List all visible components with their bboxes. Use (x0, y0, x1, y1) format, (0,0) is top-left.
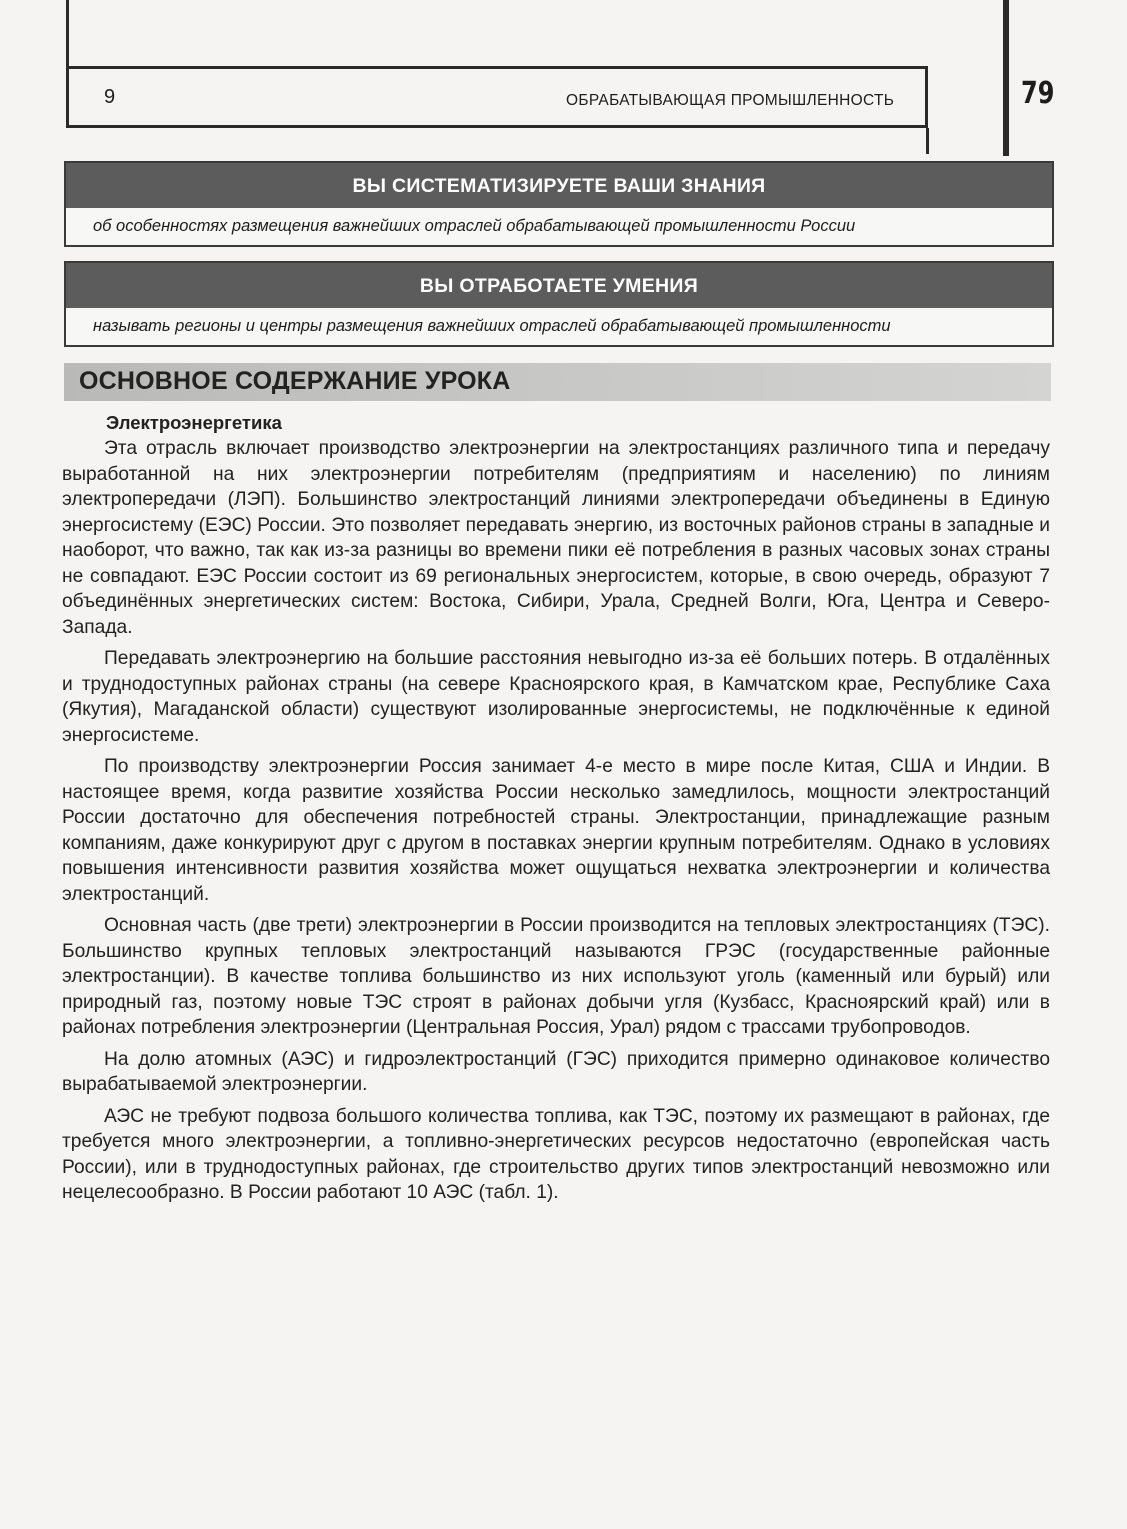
header-frame-tail (926, 128, 929, 154)
section-title: ОСНОВНОЕ СОДЕРЖАНИЕ УРОКА (79, 367, 511, 395)
page-edge-bar (1003, 0, 1009, 156)
objective-text: называть регионы и центры размещения важнейших отраслей обрабатывающей промышленности (66, 308, 1052, 345)
subheading: Электроэнергетика (106, 412, 282, 433)
paragraph: АЭС не требуют подвоза большого количества топлива, как ТЭС, поэтому их размещают в районах, где требуется много электроэнергии, а топливно-энергетических ресурсов недостаточно (европейская часть России), или в труднодоступных районах, где строительство других типов электростанций невозможно или нецелесообразно. В России работают 10 АЭС (табл. 1). (62, 1105, 1050, 1203)
objective-heading: ВЫ ОТРАБОТАЕТЕ УМЕНИЯ (66, 263, 1052, 308)
paragraph: По производству электроэнергии Россия занимает 4-е место в мире после Китая, США и Индии. В настоящее время, когда развитие хозяйства России несколько замедлилось, мощности электростанций России достаточно для обеспечения потребностей страны. Электростанции, принадлежащие разным компаниям, даже конкурируют друг с другом в поставках энергии крупным потребителям. Однако в условиях повышения интенсивности развития хозяйства может ощущаться нехватка электроэнергии и количества электростанций. (62, 756, 1050, 905)
paragraph: Основная часть (две трети) электроэнергии в России производится на тепловых электростанциях (ТЭС). Большинство крупных тепловых электростанций называются ГРЭС (государственные районные электростанции). В качестве топлива большинство из них используют уголь (каменный или бурый) или природный газ, поэтому новые ТЭС строят в районах добычи угля (Кузбасс, Красноярский край) или в районах потребления электроэнергии (Центральная Россия, Урал) рядом с трассами трубопроводов. (62, 915, 1050, 1038)
lesson-content (62, 409, 1050, 1206)
objective-text: об особенностях размещения важнейших отраслей обрабатывающей промышленности России (66, 208, 1052, 245)
chapter-number: 9 (104, 86, 116, 108)
paragraph: На долю атомных (АЭС) и гидроэлектростанций (ГЭС) приходится примерно одинаковое количество вырабатываемой электроэнергии. (62, 1048, 1050, 1095)
section-title-bar (64, 363, 1051, 401)
objective-box-skills (64, 261, 1054, 347)
objective-heading: ВЫ СИСТЕМАТИЗИРУЕТЕ ВАШИ ЗНАНИЯ (66, 163, 1052, 208)
page-number: 79 (1021, 76, 1055, 111)
objective-box-knowledge (64, 161, 1054, 247)
chapter-title: ОБРАБАТЫВАЮЩАЯ ПРОМЫШЛЕННОСТЬ (566, 92, 895, 109)
paragraph: Эта отрасль включает производство электроэнергии на электростанциях различного типа и передачу выработанной на них электроэнергии потребителям (предприятиям и населению) по линиям электропередачи (ЛЭП). Большинство электростанций линиями электропередачи объединены в Единую энергосистему (ЕЭС) России. Это позволяет передавать энергию, из восточных районов страны в западные и наоборот, что важно, так как из-за разницы во времени пики её потребления в разных часовых зонах страны не совпадают. ЕЭС России состоит из 69 региональных энергосистем, которые, в свою очередь, образуют 7 объединённых энергетических систем: Востока, Сибири, Урала, Средней Волги, Юга, Центра и Северо-Запада. (62, 438, 1050, 638)
header-frame-line (66, 0, 69, 68)
paragraph: Передавать электроэнергию на большие расстояния невыгодно из-за её больших потерь. В отдалённых и труднодоступных районах страны (на севере Красноярского края, в Камчатском крае, Республике Саха (Якутия), Магаданской области) существуют изолированные энергосистемы, не подключённые к единой энергосистеме. (62, 648, 1050, 746)
